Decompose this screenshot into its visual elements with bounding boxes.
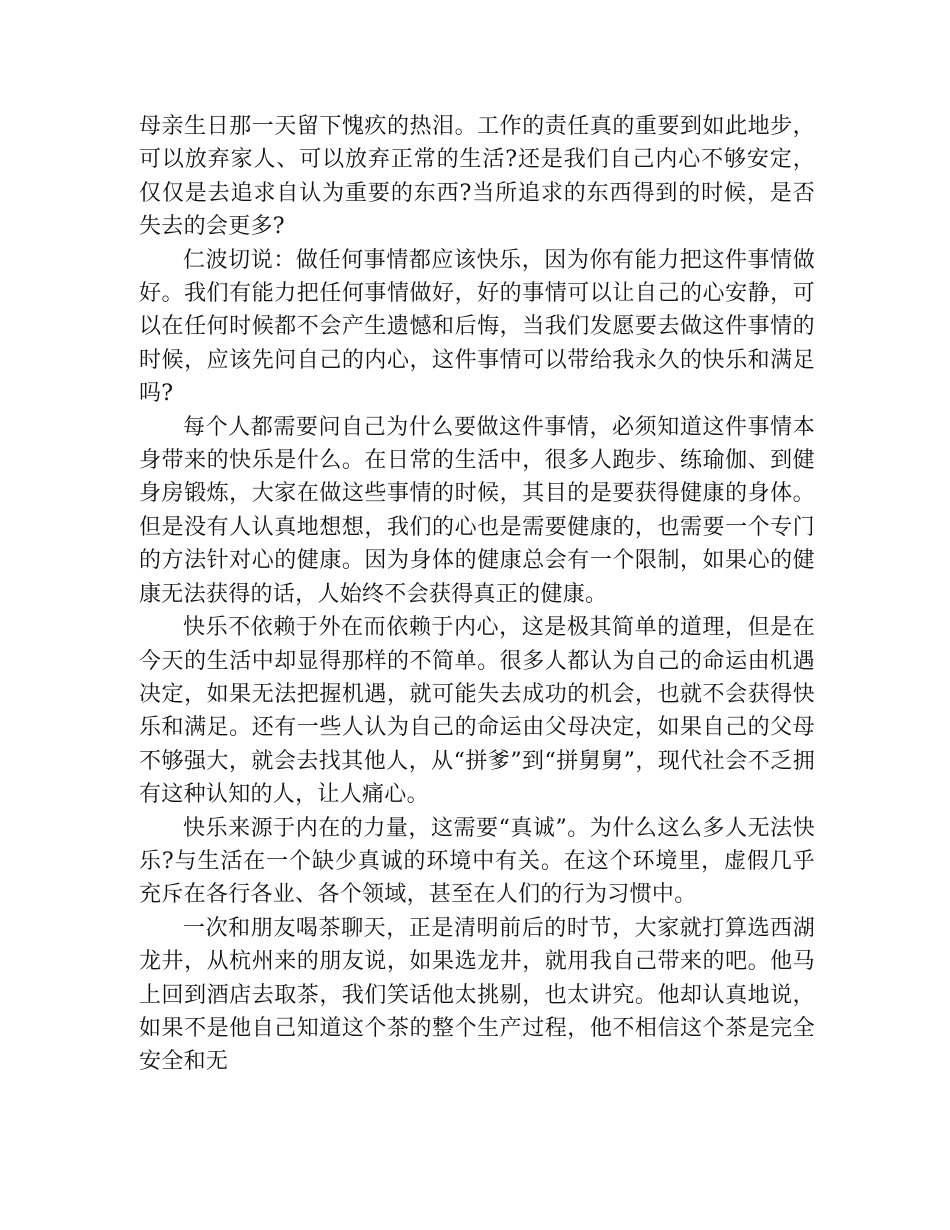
paragraph-4: 快乐不依赖于外在而依赖于内心，这是极其简单的道理，但是在今天的生活中却显得那样的不简单。很多人都认为自己的命运由机遇决定，如果无法把握机遇，就可能失去成功的机会，也就不会获得快乐和满足。还有一些人认为自己的命运由父母决定，如果自己的父母不够强大，就会去找其他人，从“拼爹”到“拼舅舅”，现代社会不乏拥有这种认知的人，让人痛心。 [139,615,815,808]
paragraph-5: 快乐来源于内在的力量，这需要“真诚”。为什么这么多人无法快乐?与生活在一个缺少真诚的环境中有关。在这个环境里，虚假几乎充斥在各行各业、各个领域，甚至在人们的行为习惯中。 [139,815,815,908]
paragraph-3: 每个人都需要问自己为什么要做这件事情，必须知道这件事情本身带来的快乐是什么。在日常的生活中，很多人跑步、练瑜伽、到健身房锻炼，大家在做这些事情的时候，其目的是要获得健康的身体。但是没有人认真地想想，我们的心也是需要健康的，也需要一个专门的方法针对心的健康。因为身体的健康总会有一个限制，如果心的健康无法获得的话，人始终不会获得真正的健康。 [139,414,815,607]
paragraph-2: 仁波切说：做任何事情都应该快乐，因为你有能力把这件事情做好。我们有能力把任何事情做好，好的事情可以让自己的心安静，可以在任何时候都不会产生遗憾和后悔，当我们发愿要去做这件事情的时候，应该先问自己的内心，这件事情可以带给我永久的快乐和满足吗? [139,247,815,407]
paragraph-1: 母亲生日那一天留下愧疚的热泪。工作的责任真的重要到如此地步，可以放弃家人、可以放弃正常的生活?还是我们自己内心不够安定，仅仅是去追求自认为重要的东西?当所追求的东西得到的时候，是否失去的会更多? [139,114,815,240]
document-body [139,110,815,1079]
paragraph-6: 一次和朋友喝茶聊天，正是清明前后的时节，大家就打算选西湖龙井，从杭州来的朋友说，如果选龙井，就用我自己带来的吧。他马上回到酒店去取茶，我们笑话他太挑剔，也太讲究。他却认真地说，如果不是他自己知道这个茶的整个生产过程，他不相信这个茶是完全安全和无 [139,915,815,1075]
